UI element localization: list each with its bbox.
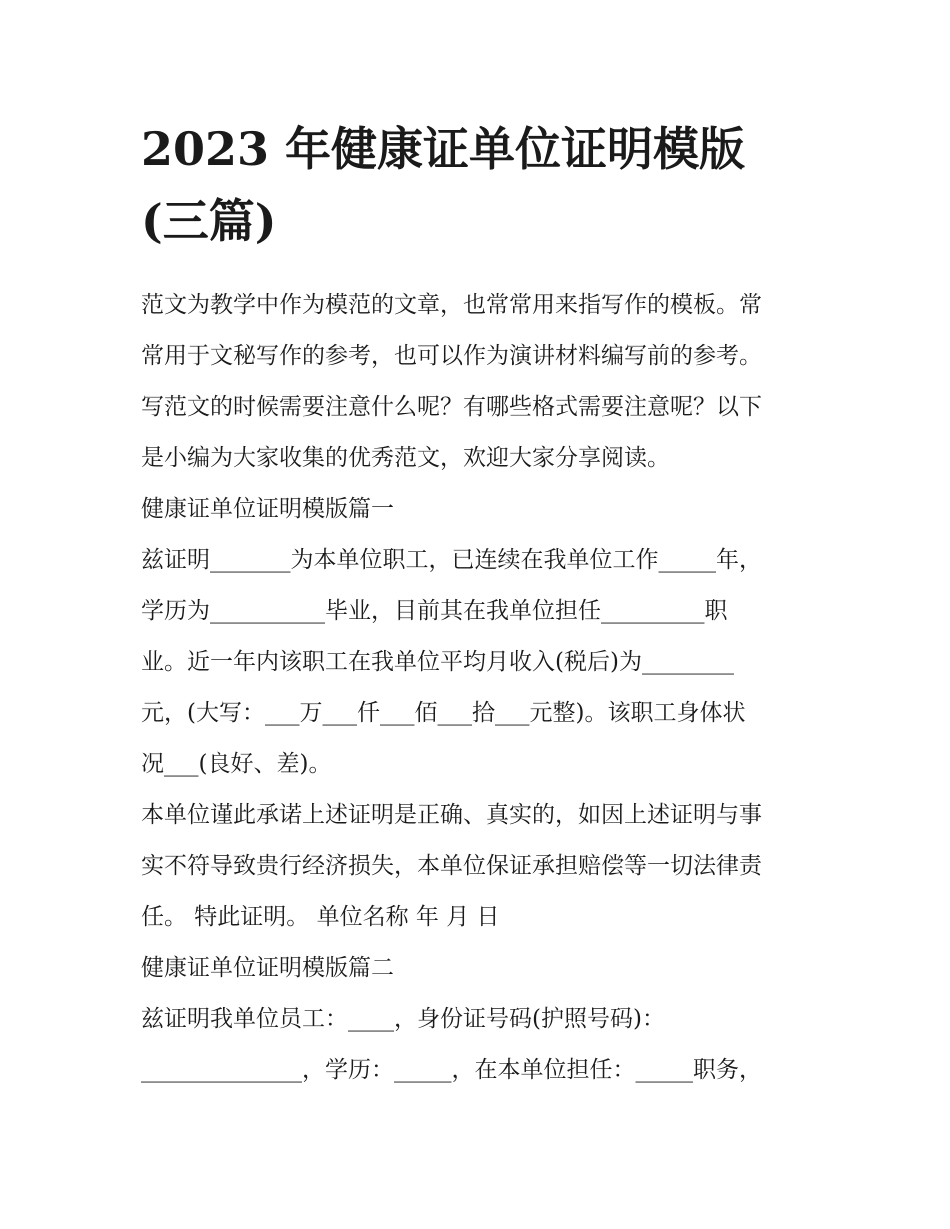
section1-line-3: 业。近一年内该职工在我单位平均月收入(税后)为________ bbox=[141, 649, 734, 675]
section-heading-2: 健康证单位证明模版篇二 bbox=[141, 955, 394, 981]
intro-line-1: 范文为教学中作为模范的文章，也常常用来指写作的模板。常 bbox=[141, 292, 762, 318]
section1-line-4: 元，(大写：___万___仟___佰___拾___元整)。该职工身体状 bbox=[141, 700, 746, 726]
section1-line-5: 况___(良好、差)。 bbox=[141, 751, 332, 777]
section1-line-8: 任。 特此证明。 单位名称 年 月 日 bbox=[141, 904, 500, 930]
intro-line-4: 是小编为大家收集的优秀范文，欢迎大家分享阅读。 bbox=[141, 445, 670, 471]
title-line-2: (三篇) bbox=[141, 194, 277, 248]
title-line-1: 2023 年健康证单位证明模版 bbox=[141, 122, 746, 176]
intro-line-2: 常用于文秘写作的参考，也可以作为演讲材料编写前的参考。 bbox=[141, 343, 762, 369]
document-title bbox=[141, 113, 821, 257]
section2-line-2: ______________，学历：_____，在本单位担任：_____职务， bbox=[141, 1057, 762, 1083]
section-heading-1: 健康证单位证明模版篇一 bbox=[141, 496, 394, 522]
section1-line-6: 本单位谨此承诺上述证明是正确、真实的，如因上述证明与事 bbox=[141, 802, 762, 828]
section1-line-2: 学历为__________毕业，目前其在我单位担任_________职 bbox=[141, 598, 728, 624]
section1-line-7: 实不符导致贵行经济损失，本单位保证承担赔偿等一切法律责 bbox=[141, 853, 762, 879]
section1-line-1: 兹证明_______为本单位职工，已连续在我单位工作_____年， bbox=[141, 547, 762, 573]
document-body bbox=[141, 280, 821, 1096]
document-page bbox=[141, 113, 821, 1096]
section2-line-1: 兹证明我单位员工：____，身份证号码(护照号码)： bbox=[141, 1006, 665, 1032]
intro-line-3: 写范文的时候需要注意什么呢？有哪些格式需要注意呢？以下 bbox=[141, 394, 762, 420]
